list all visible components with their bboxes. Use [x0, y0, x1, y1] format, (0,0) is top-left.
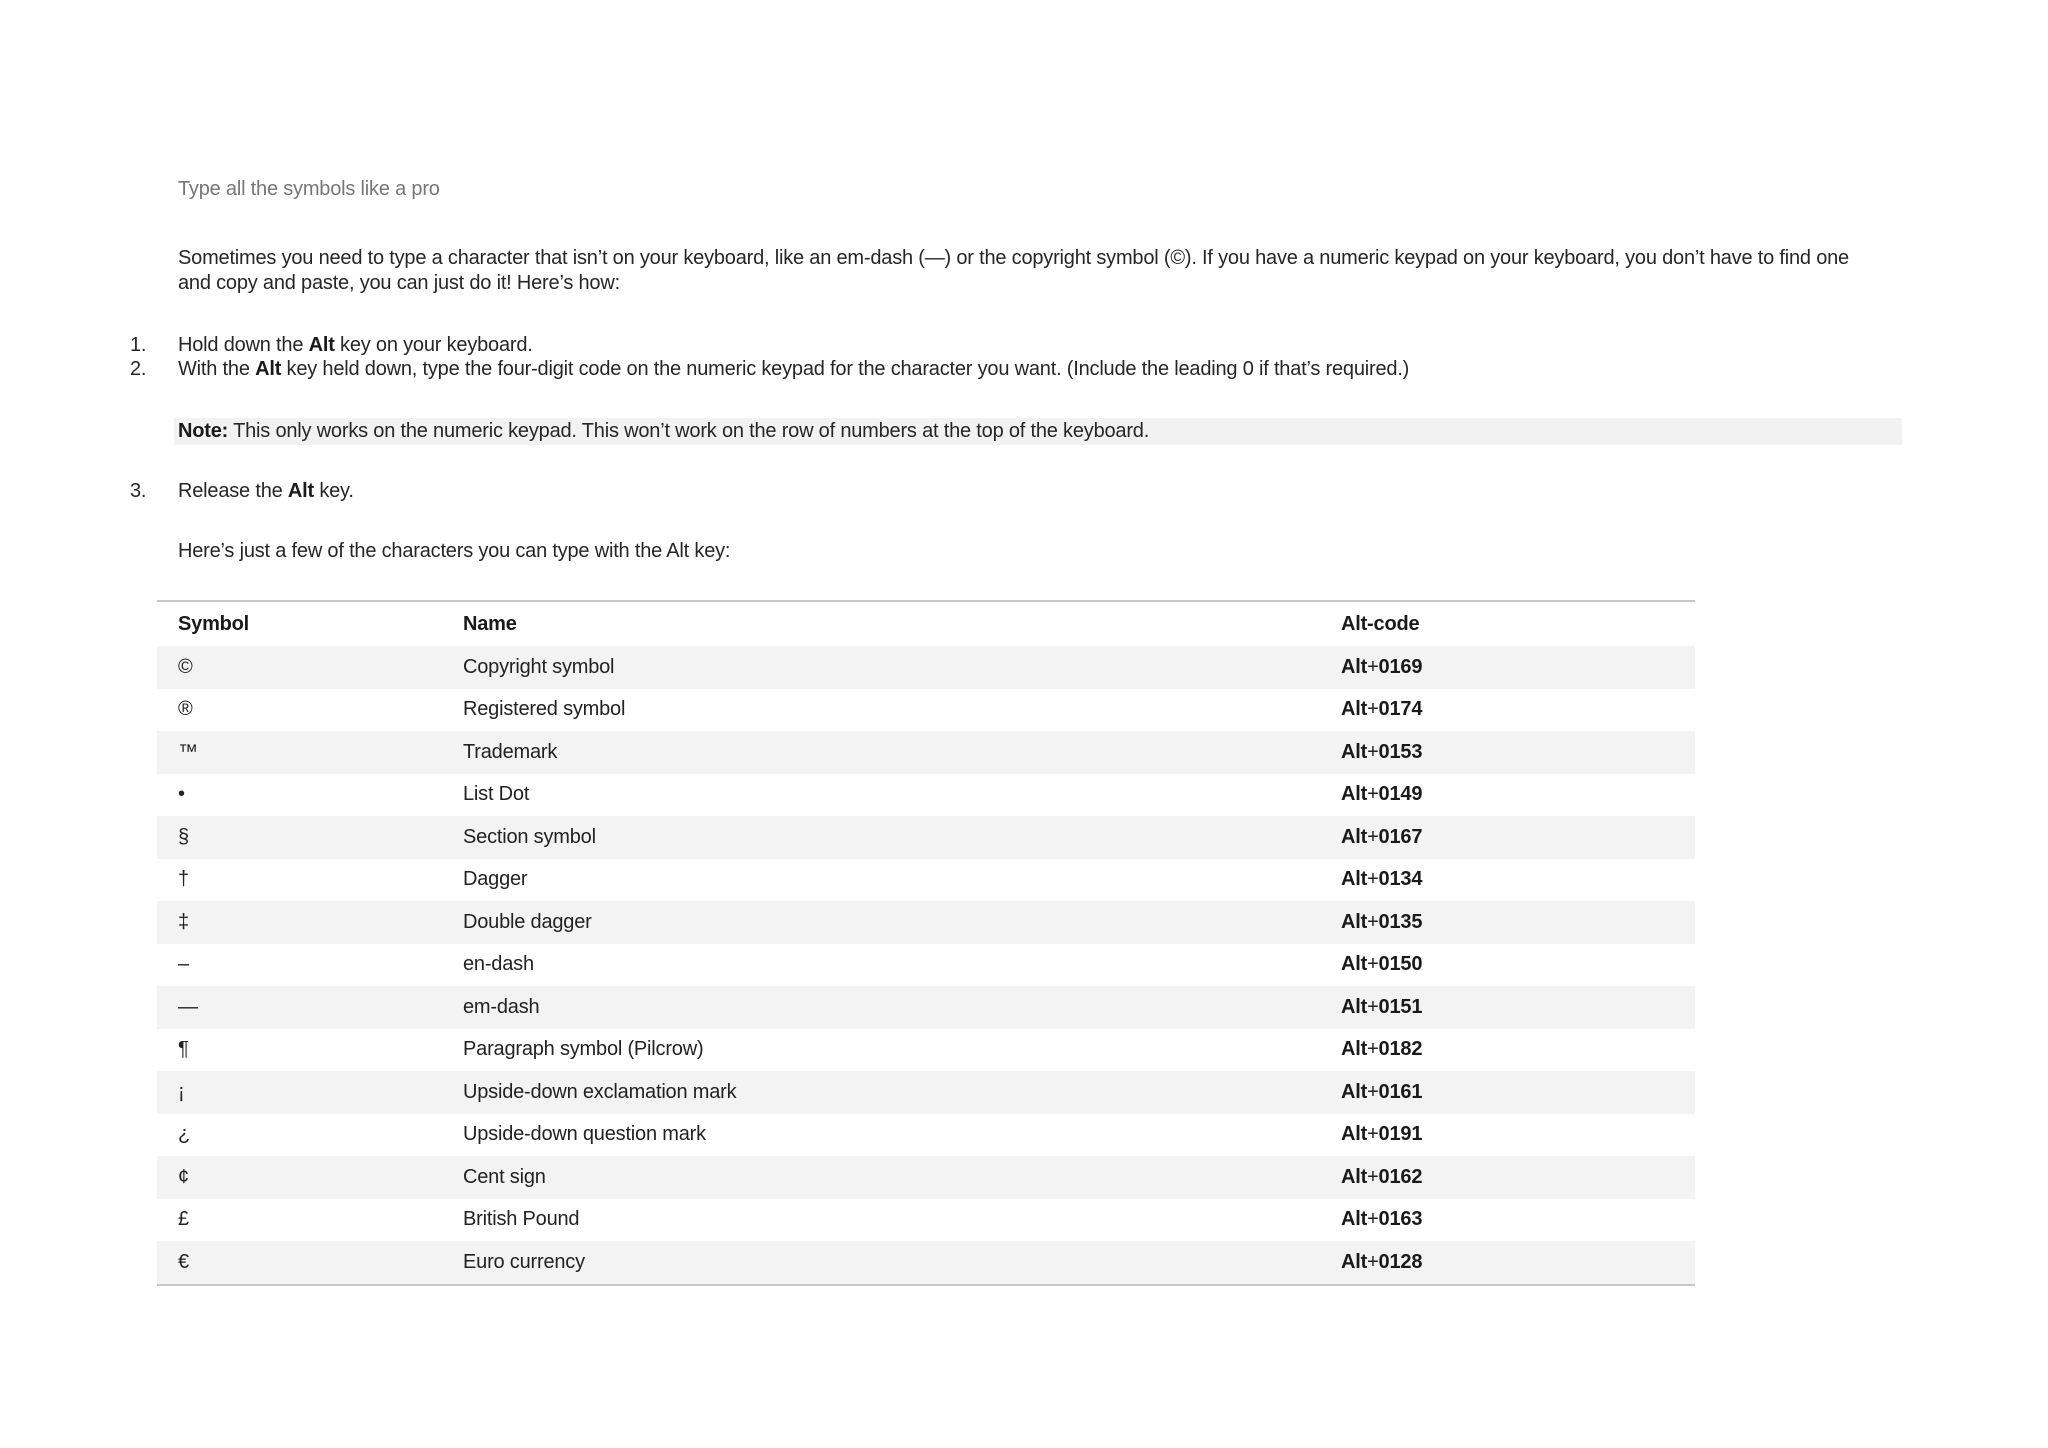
- step-text-after: key on your keyboard.: [334, 334, 533, 356]
- alt-code-cell: [1341, 986, 1695, 1029]
- step-text-before: With the: [178, 358, 256, 380]
- table-row: [157, 859, 1695, 902]
- name-cell: Trademark: [463, 740, 558, 763]
- intro-paragraph: Sometimes you need to type a character that isn’t on your keyboard, like an em-dash (—) or the copyright symbol (©). If you have a numeric keypad on your keyboard, you don’t have to find one and copy and paste, you can just do it! Here’s how:: [178, 247, 1849, 294]
- step-text-after: key.: [313, 480, 354, 502]
- code-digits: 0174: [1378, 698, 1423, 721]
- name-cell: British Pound: [463, 1208, 580, 1231]
- step-key-bold: Alt: [287, 480, 314, 502]
- note-box: [174, 418, 1902, 445]
- table-row: [157, 731, 1695, 774]
- alt-key-label: Alt: [1341, 995, 1368, 1018]
- alt-code-cell: [1341, 1029, 1695, 1072]
- table-row: [157, 944, 1695, 987]
- note-text: This only works on the numeric keypad. This won’t work on the row of numbers at the top of the keyboard.: [228, 420, 1150, 442]
- code-digits: 0149: [1378, 783, 1423, 806]
- table-row: [157, 1114, 1695, 1157]
- alt-key-label: Alt: [1341, 1123, 1368, 1146]
- note-label: Note:: [178, 420, 229, 442]
- symbol-cell: •: [178, 783, 185, 806]
- alt-code-cell: [1341, 646, 1695, 689]
- step-1: [130, 334, 533, 357]
- code-digits: 0167: [1378, 825, 1423, 848]
- table-row: [157, 1199, 1695, 1242]
- code-digits: 0134: [1378, 868, 1423, 891]
- plus-sign: +: [1367, 868, 1379, 891]
- plus-sign: +: [1367, 698, 1379, 721]
- plus-sign: +: [1367, 825, 1379, 848]
- name-cell: Dagger: [463, 868, 528, 891]
- symbol-cell: ©: [178, 655, 193, 678]
- step-text-after: key held down, type the four-digit code on the numeric keypad for the character you want. (Include the leading 0 if that’s required.): [281, 358, 1410, 380]
- alt-code-cell: [1341, 944, 1695, 987]
- symbol-cell: ¢: [178, 1165, 189, 1188]
- table-intro: Here’s just a few of the characters you can type with the Alt key:: [178, 540, 731, 562]
- plus-sign: +: [1367, 655, 1379, 678]
- alt-key-label: Alt: [1341, 740, 1368, 763]
- alt-code-cell: [1341, 689, 1695, 732]
- code-digits: 0151: [1378, 995, 1423, 1018]
- name-cell: Paragraph symbol (Pilcrow): [463, 1038, 704, 1061]
- alt-key-label: Alt: [1341, 1208, 1368, 1231]
- step-2: [130, 358, 1409, 381]
- alt-code-cell: [1341, 1199, 1695, 1242]
- symbol-cell: †: [178, 868, 189, 891]
- name-cell: Copyright symbol: [463, 655, 615, 678]
- alt-code-cell: [1341, 1156, 1695, 1199]
- step-number: 3.: [130, 480, 147, 502]
- step-number: 1.: [130, 334, 147, 356]
- alt-key-label: Alt: [1341, 1080, 1368, 1103]
- alt-key-label: Alt: [1341, 1038, 1368, 1061]
- alt-code-cell: [1341, 731, 1695, 774]
- table-row: [157, 986, 1695, 1029]
- alt-key-label: Alt: [1341, 655, 1368, 678]
- name-cell: Euro currency: [463, 1250, 585, 1273]
- name-cell: em-dash: [463, 995, 540, 1018]
- code-digits: 0191: [1378, 1123, 1423, 1146]
- symbol-cell: £: [178, 1208, 189, 1231]
- symbol-cell: —: [178, 995, 198, 1018]
- alt-key-label: Alt: [1341, 783, 1368, 806]
- symbol-cell: ®: [178, 698, 193, 721]
- symbol-cell: ‡: [178, 910, 189, 933]
- table-row: [157, 901, 1695, 944]
- code-digits: 0163: [1378, 1208, 1423, 1231]
- alt-key-label: Alt: [1341, 910, 1368, 933]
- alt-key-label: Alt: [1341, 1250, 1368, 1273]
- plus-sign: +: [1367, 783, 1379, 806]
- plus-sign: +: [1367, 910, 1379, 933]
- symbol-cell: ¡: [178, 1080, 185, 1103]
- symbol-cell: –: [178, 953, 189, 976]
- alt-code-cell: [1341, 901, 1695, 944]
- alt-key-label: Alt: [1341, 1165, 1368, 1188]
- plus-sign: +: [1367, 953, 1379, 976]
- name-cell: Double dagger: [463, 910, 592, 933]
- table-row: [157, 689, 1695, 732]
- column-header-alt-code: Alt-code: [1341, 612, 1420, 635]
- alt-key-label: Alt: [1341, 825, 1368, 848]
- alt-code-cell: [1341, 1071, 1695, 1114]
- name-cell: Registered symbol: [463, 698, 626, 721]
- symbol-cell: ¶: [178, 1038, 189, 1061]
- plus-sign: +: [1367, 1038, 1379, 1061]
- table-header-row: [157, 601, 1695, 646]
- plus-sign: +: [1367, 995, 1379, 1018]
- plus-sign: +: [1367, 740, 1379, 763]
- name-cell: en-dash: [463, 953, 534, 976]
- step-text: [178, 480, 354, 503]
- name-cell: Cent sign: [463, 1165, 546, 1188]
- step-text: [178, 358, 1409, 381]
- table-row: [157, 816, 1695, 859]
- step-3: [130, 480, 354, 503]
- table-row: [157, 1071, 1695, 1114]
- document-title: Type all the symbols like a pro: [178, 178, 440, 200]
- table-row: [157, 1241, 1695, 1285]
- code-digits: 0135: [1378, 910, 1423, 933]
- alt-code-cell: [1341, 1114, 1695, 1157]
- alt-key-label: Alt: [1341, 953, 1368, 976]
- code-digits: 0169: [1378, 655, 1423, 678]
- step-text-before: Release the: [178, 480, 288, 502]
- plus-sign: +: [1367, 1080, 1379, 1103]
- alt-key-label: Alt: [1341, 868, 1368, 891]
- alt-code-cell: [1341, 774, 1695, 817]
- step-text: [178, 334, 533, 357]
- alt-code-cell: [1341, 816, 1695, 859]
- code-digits: 0150: [1378, 953, 1423, 976]
- table-body: [157, 646, 1695, 1285]
- symbol-cell: €: [178, 1250, 189, 1273]
- code-digits: 0182: [1378, 1038, 1423, 1061]
- name-cell: Upside-down question mark: [463, 1123, 706, 1146]
- table-row: [157, 774, 1695, 817]
- code-digits: 0162: [1378, 1165, 1423, 1188]
- alt-code-table: [157, 600, 1695, 1286]
- table-row: [157, 1156, 1695, 1199]
- symbol-cell: ™: [178, 740, 198, 763]
- plus-sign: +: [1367, 1165, 1379, 1188]
- plus-sign: +: [1367, 1250, 1379, 1273]
- column-header-symbol: Symbol: [178, 612, 250, 635]
- symbol-cell: ¿: [178, 1123, 191, 1146]
- code-digits: 0161: [1378, 1080, 1423, 1103]
- alt-code-cell: [1341, 859, 1695, 902]
- code-digits: 0128: [1378, 1250, 1423, 1273]
- step-key-bold: Alt: [255, 358, 282, 380]
- step-number: 2.: [130, 358, 147, 380]
- name-cell: Section symbol: [463, 825, 596, 848]
- alt-key-label: Alt: [1341, 698, 1368, 721]
- table-row: [157, 646, 1695, 689]
- plus-sign: +: [1367, 1208, 1379, 1231]
- name-cell: Upside-down exclamation mark: [463, 1080, 737, 1103]
- symbol-cell: §: [178, 825, 189, 848]
- table-row: [157, 1029, 1695, 1072]
- code-digits: 0153: [1378, 740, 1423, 763]
- alt-code-cell: [1341, 1241, 1695, 1285]
- step-text-before: Hold down the: [178, 334, 309, 356]
- name-cell: List Dot: [463, 783, 530, 806]
- plus-sign: +: [1367, 1123, 1379, 1146]
- step-key-bold: Alt: [308, 334, 335, 356]
- column-header-name: Name: [463, 612, 517, 635]
